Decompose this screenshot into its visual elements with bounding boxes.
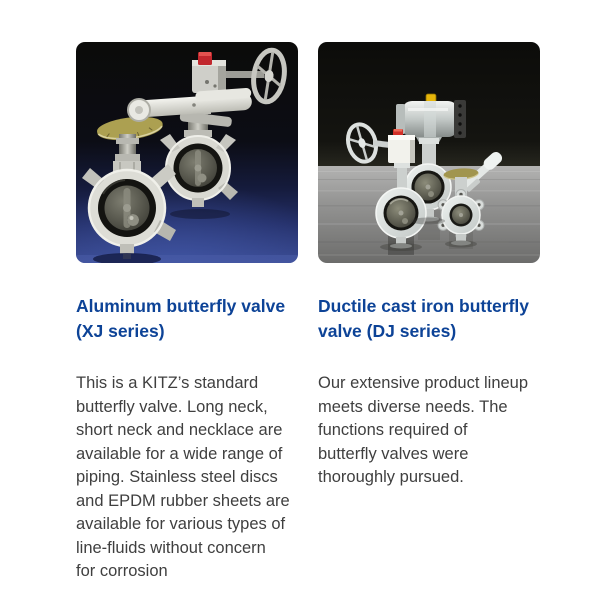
text-line: (XJ series): [76, 321, 165, 341]
text-line: available for various types of: [76, 515, 286, 533]
product-photo-ductile-valves[interactable]: [318, 42, 540, 263]
text-line: line-fluids without concern: [76, 538, 266, 557]
text-line: Aluminum butterfly valve: [76, 296, 286, 316]
text-line: butterfly valves were: [318, 444, 469, 463]
ductile-valves-illustration: [318, 42, 540, 263]
text-line: Ductile cast iron butterfly: [318, 296, 530, 316]
product-description: [318, 372, 540, 490]
product-grid: [76, 42, 540, 584]
text-line: and EPDM rubber sheets are: [76, 491, 290, 510]
valve-shadow: [445, 241, 477, 248]
text-line: functions required of: [318, 421, 468, 439]
text-line: available for a wide range of: [76, 444, 283, 463]
red-button: [198, 52, 212, 65]
text-line: valve (DJ series): [318, 321, 457, 341]
valve-shadow: [170, 209, 230, 219]
product-description: [76, 372, 298, 584]
valve-shadow: [411, 218, 445, 225]
text-line: for corrosion: [76, 562, 168, 580]
product-title[interactable]: [318, 294, 540, 344]
text-line: piping. Stainless steel discs: [76, 468, 278, 486]
text-line: thoroughly pursued.: [318, 468, 464, 486]
text-line: meets diverse needs. The: [318, 397, 508, 416]
product-title[interactable]: [76, 294, 298, 344]
text-line: Our extensive product lineup: [318, 374, 529, 392]
text-line: butterfly valve. Long neck,: [76, 397, 268, 416]
product-card-aluminum-xj[interactable]: [76, 42, 298, 584]
text-line: This is a KITZ’s standard: [76, 374, 259, 392]
product-card-ductile-dj[interactable]: [318, 42, 540, 584]
text-line: short neck and necklace are: [76, 421, 283, 439]
product-photo-aluminum-valves[interactable]: [76, 42, 298, 263]
valve-shadow: [380, 243, 422, 251]
aluminum-valves-illustration: [76, 42, 298, 263]
